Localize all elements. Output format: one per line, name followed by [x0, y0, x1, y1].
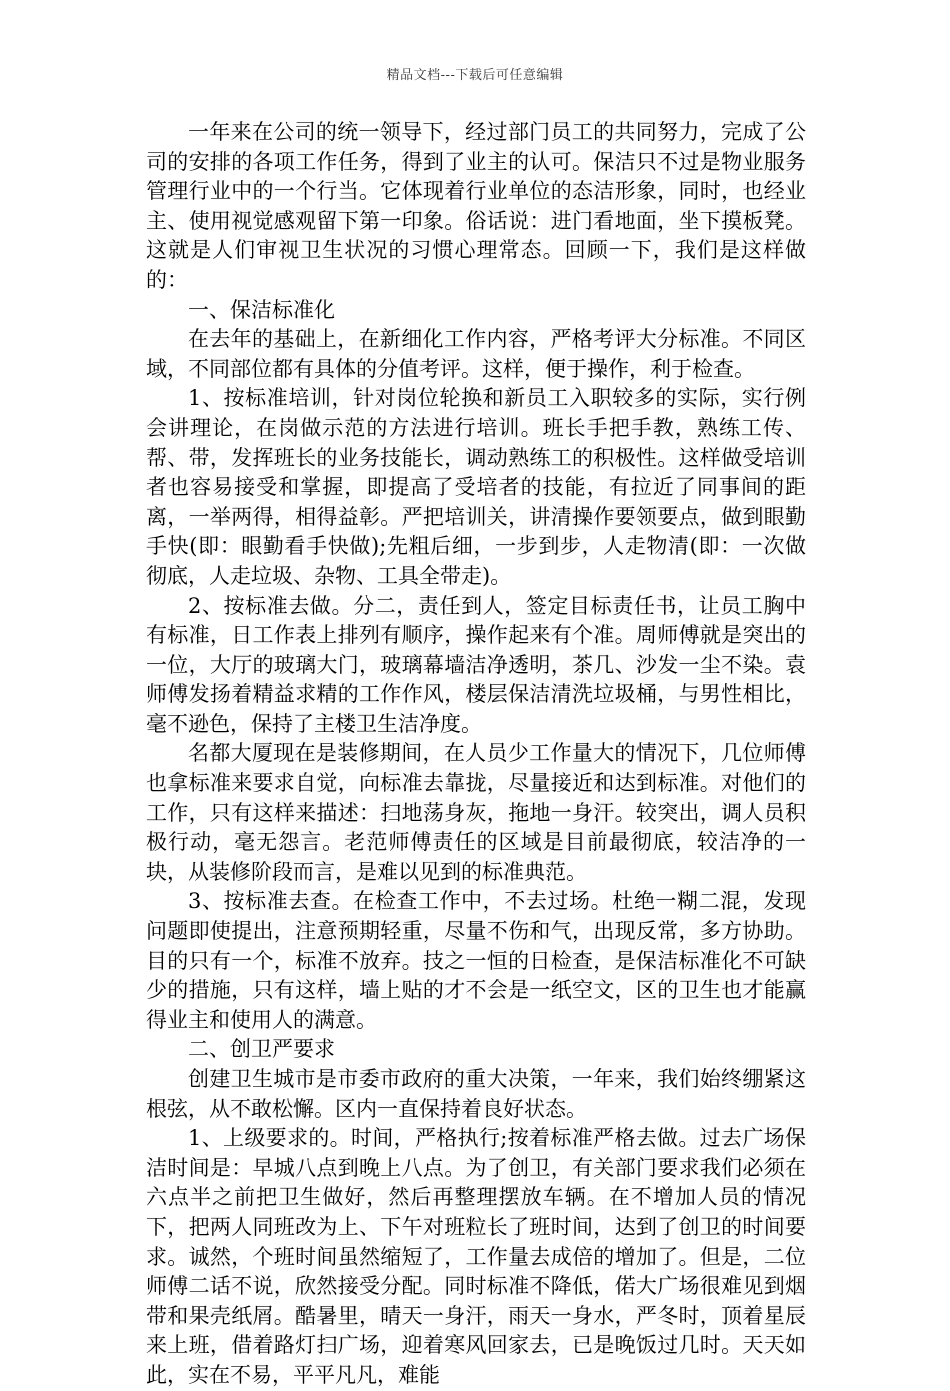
paragraph: 1、按标准培训，针对岗位轮换和新员工入职较多的实际，实行例会讲理论，在岗做示范的方法进行培训。班长手把手教，熟练工传、帮、带，发挥班长的业务技能长，调动熟练工的积极性。这样做受培训者也容易接受和掌握，即提高了受培者的技能，有拉近了同事间的距离，一举两得，相得益彰。严把培训关，讲清操作要领要点，做到眼勤手快(即：眼勤看手快做);先粗后细，一步到步，人走物清(即：一次做彻底，人走垃圾、杂物、工具全带走)。 [146, 386, 806, 588]
paragraph: 在去年的基础上，在新细化工作内容，严格考评大分标准。不同区域，不同部位都有具体的分值考评。这样，便于操作，利于检查。 [146, 327, 806, 381]
paragraph: 创建卫生城市是市委市政府的重大决策，一年来，我们始终绷紧这根弦，从不敢松懈。区内一直保持着良好状态。 [146, 1067, 806, 1121]
paragraph: 2、按标准去做。分二，责任到人，签定目标责任书，让员工胸中有标准，日工作表上排列有顺序，操作起来有个准。周师傅就是突出的一位，大厅的玻璃大门，玻璃幕墙洁净透明，茶几、沙发一尘不染。袁师傅发扬着精益求精的工作作风，楼层保洁清洗垃圾桶，与男性相比，毫不逊色，保持了主楼卫生洁净度。 [146, 593, 806, 736]
page-header: 精品文档---下载后可任意编辑 [386, 68, 564, 83]
paragraph: 1、上级要求的。时间，严格执行;按着标准严格去做。过去广场保洁时间是：早城八点到晚上八点。为了创卫，有关部门要求我们必须在六点半之前把卫生做好，然后再整理摆放车辆。在不增加人员的情况下，把两人同班改为上、下午对班粒长了班时间，达到了创卫的时间要求。诚然，个班时间虽然缩短了，工作量去成倍的增加了。但是，二位师傅二话不说，欣然接受分配。同时标准不降低，偌大广场很难见到烟带和果壳纸屑。酷暑里，晴天一身汗，雨天一身水，严冬时，顶着星辰来上班，借着路灯扫广场，迎着寒风回家去，已是晚饭过几时。天天如此，实在不易，平平凡凡，难能 [146, 1126, 806, 1387]
section-heading-1: 一、保洁标准化 [188, 297, 335, 322]
paragraph: 3、按标准去查。在检查工作中，不去过场。杜绝一糊二混，发现问题即使提出，注意预期轻重，尽量不伤和气，出现反常，多方协助。目的只有一个，标准不放弃。技之一恒的日检查，是保洁标准化不可缺少的措施，只有这样，墙上贴的才不会是一纸空文，区的卫生也才能赢得业主和使用人的满意。 [146, 889, 806, 1032]
section-heading-2: 二、创卫严要求 [188, 1037, 335, 1062]
document-body [146, 118, 806, 1391]
paragraph: 名都大厦现在是装修期间，在人员少工作量大的情况下，几位师傅也拿标准来要求自觉，向标准去靠拢，尽量接近和达到标准。对他们的工作，只有这样来描述：扫地荡身灰，拖地一身汗。较突出，调人员积极行动，毫无怨言。老范师傅责任的区域是目前最彻底，较洁净的一块，从装修阶段而言，是难以见到的标准典范。 [146, 741, 806, 884]
paragraph-intro: 一年来在公司的统一领导下，经过部门员工的共同努力，完成了公司的安排的各项工作任务，得到了业主的认可。保洁只不过是物业服务管理行业中的一个行当。它体现着行业单位的态洁形象，同时，也经业主、使用视觉感观留下第一印象。俗话说：进门看地面，坐下摸板凳。这就是人们审视卫生状况的习惯心理常态。回顾一下，我们是这样做的： [146, 120, 806, 292]
